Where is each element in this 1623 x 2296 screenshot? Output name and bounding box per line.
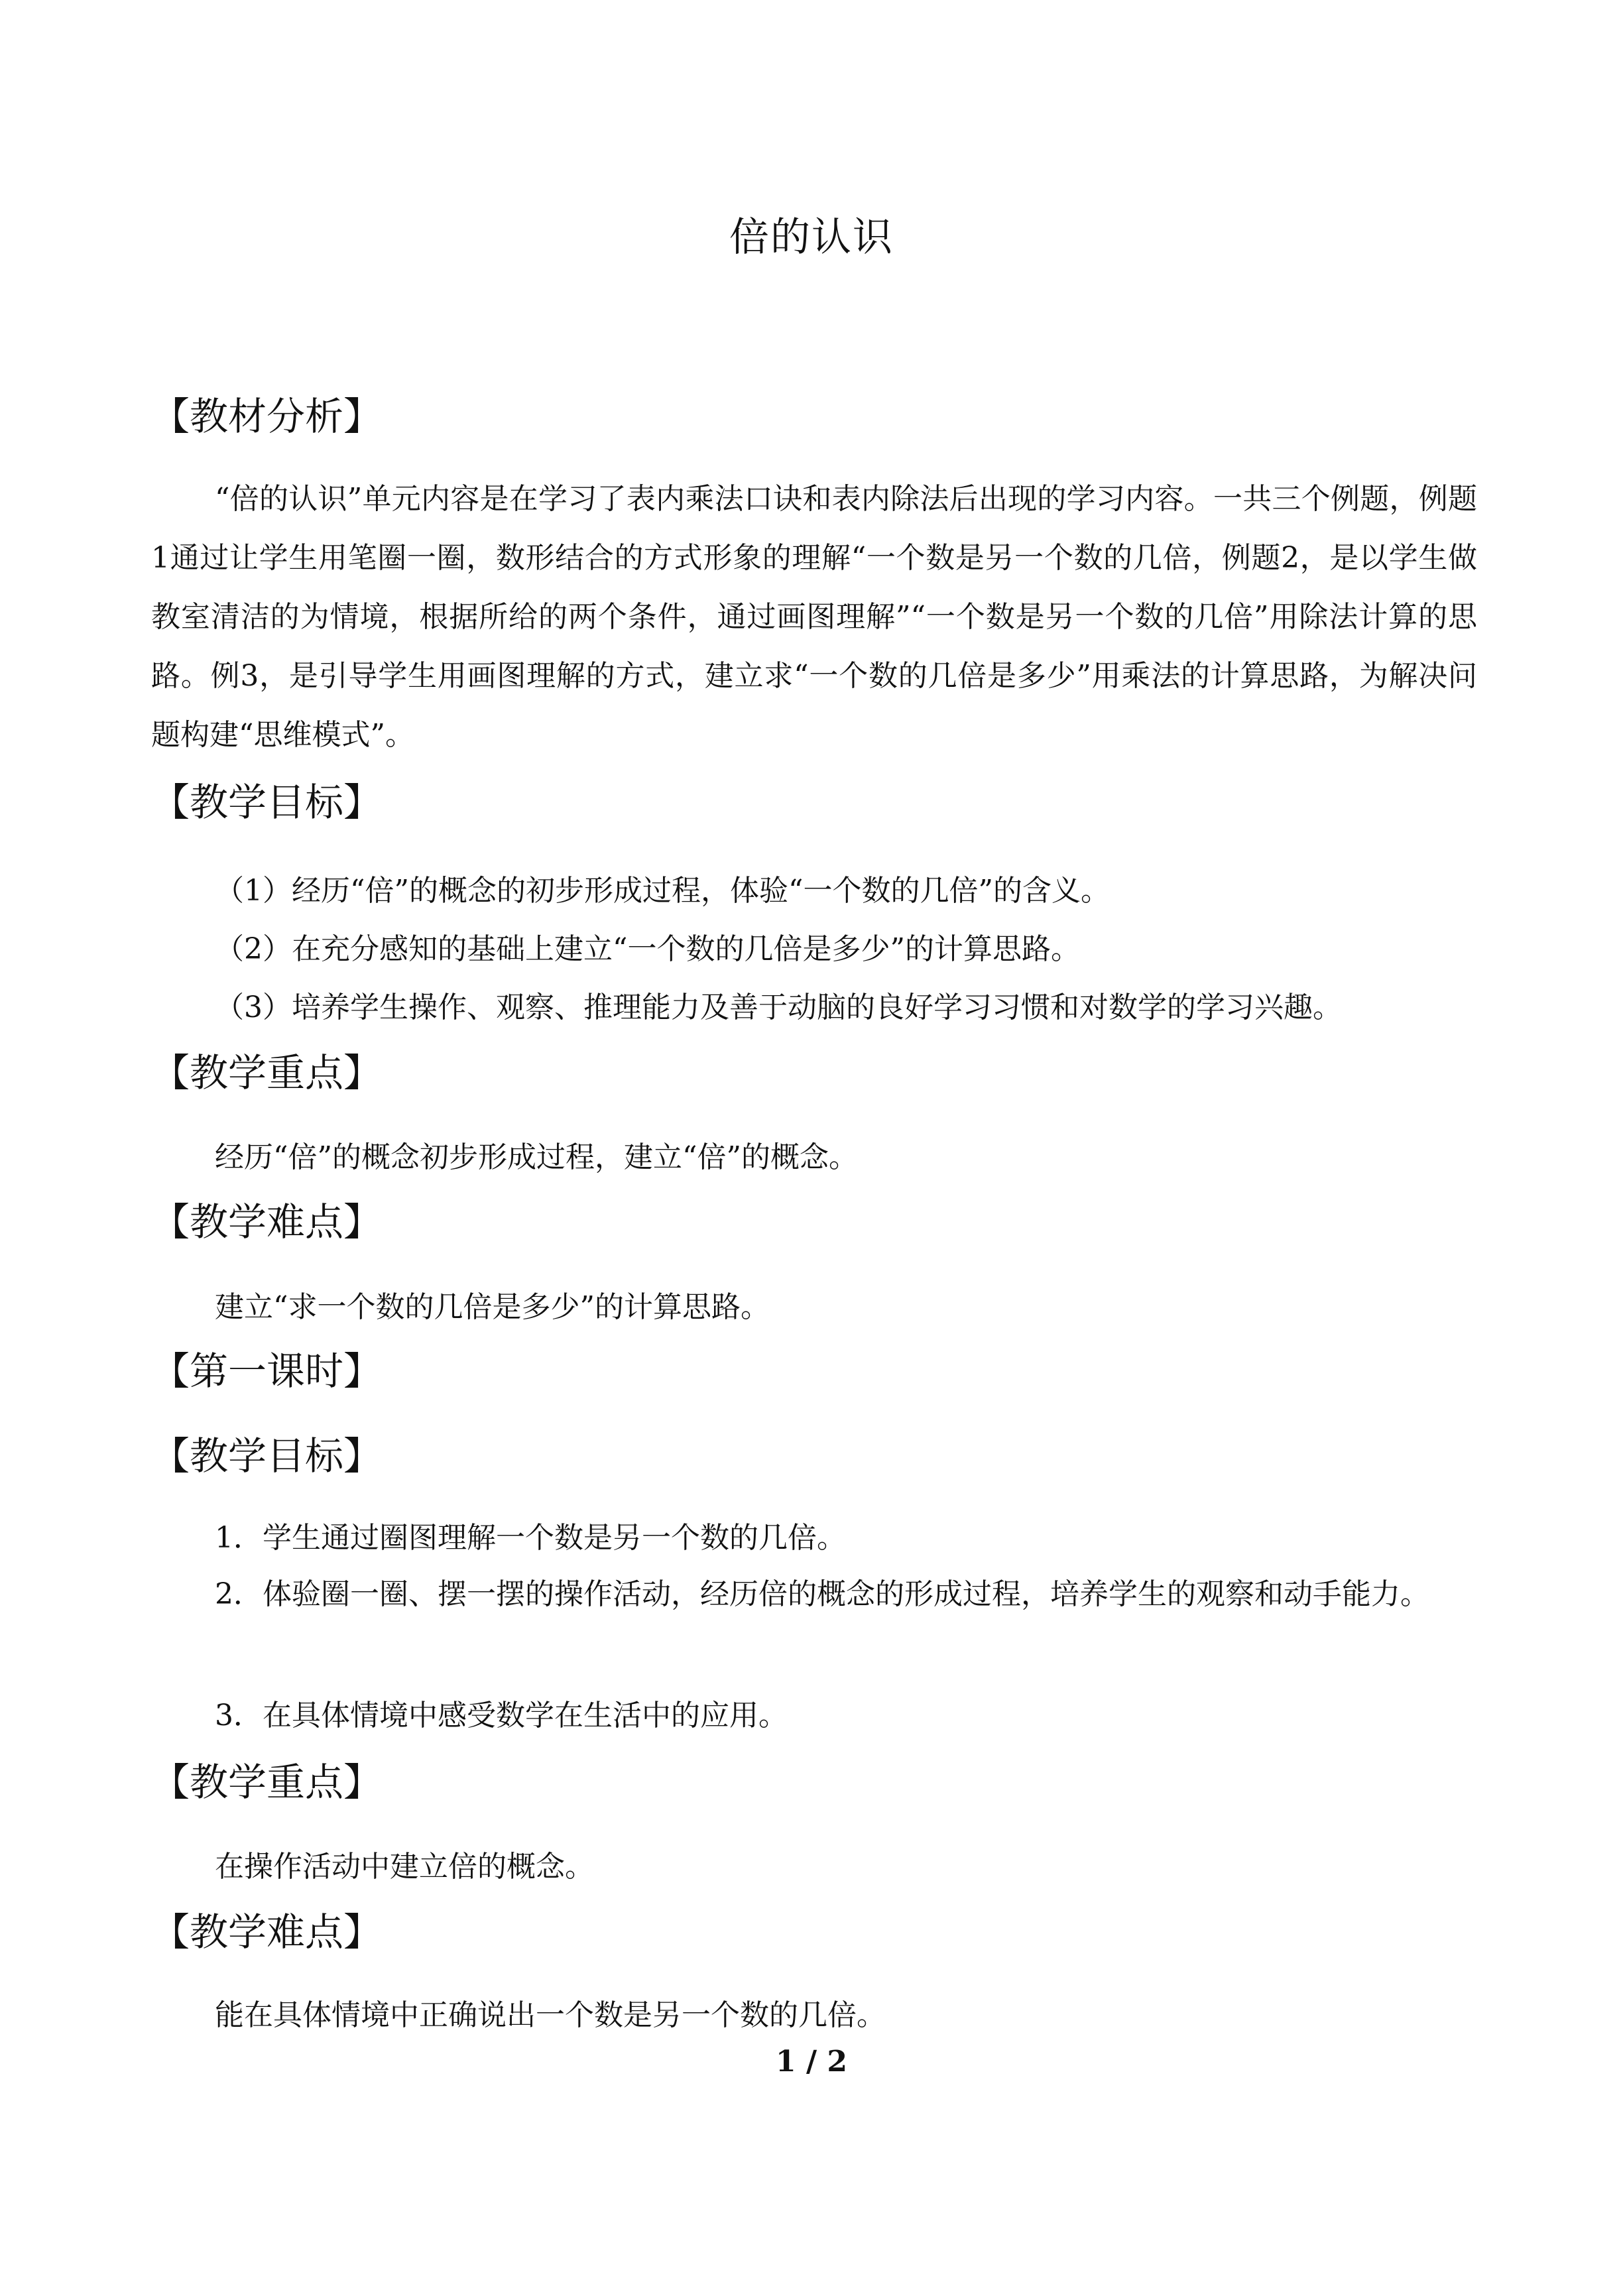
teaching-focus-text: 经历“倍”的概念初步形成过程，建立“倍”的概念。 — [215, 1140, 858, 1174]
textbook-analysis-paragraph: “倍的认识”单元内容是在学习了表内乘法口诀和表内除法后出现的学习内容。一共三个例题，例题1通过让学生用笔圈一圈，数形结合的方式形象的理解“一个数是另一个数的几倍，例题2，是以学生做教室清洁的为情境，根据所给的两个条件，通过画图理解”“一个数是另一个数的几倍”用除法计算的思路。例3，是引导学生用画图理解的方式，建立求“一个数的几倍是多少”用乘法的计算思路，为解决问题构建“思维模式”。 — [151, 482, 1477, 752]
section-heading-lesson-difficulty: 【教学难点】 — [151, 1909, 383, 1955]
section-heading-teaching-goals: 【教学目标】 — [151, 780, 383, 825]
teaching-difficulty-text: 建立“求一个数的几倍是多少”的计算思路。 — [215, 1290, 770, 1324]
lesson-goal-item-1: 1．学生通过圈图理解一个数是另一个数的几倍。 — [215, 1521, 846, 1555]
lesson-focus-text: 在操作活动中建立倍的概念。 — [215, 1850, 594, 1884]
section-heading-lesson-goals: 【教学目标】 — [151, 1433, 383, 1479]
section-heading-first-lesson: 【第一课时】 — [151, 1349, 383, 1394]
teaching-goal-item-1: （1）经历“倍”的概念的初步形成过程，体验“一个数的几倍”的含义。 — [215, 874, 1110, 908]
section-heading-teaching-focus: 【教学重点】 — [151, 1050, 383, 1095]
section-heading-textbook-analysis: 【教材分析】 — [151, 394, 383, 439]
section-heading-teaching-difficulty: 【教学难点】 — [151, 1199, 383, 1244]
teaching-goal-item-3: （3）培养学生操作、观察、推理能力及善于动脑的良好学习习惯和对数学的学习兴趣。 — [215, 991, 1342, 1024]
lesson-goal-item-3: 3．在具体情境中感受数学在生活中的应用。 — [215, 1699, 788, 1732]
section-heading-lesson-focus: 【教学重点】 — [151, 1760, 383, 1805]
document-title: 倍的认识 — [729, 214, 894, 261]
page-number: 1 / 2 — [776, 2045, 847, 2079]
teaching-goal-item-2: （2）在充分感知的基础上建立“一个数的几倍是多少”的计算思路。 — [215, 932, 1080, 966]
lesson-goal-item-2: 2．体验圈一圈、摆一摆的操作活动，经历倍的概念的形成过程，培养学生的观察和动手能力。 — [215, 1577, 1429, 1611]
lesson-difficulty-text: 能在具体情境中正确说出一个数是另一个数的几倍。 — [215, 1998, 886, 2032]
